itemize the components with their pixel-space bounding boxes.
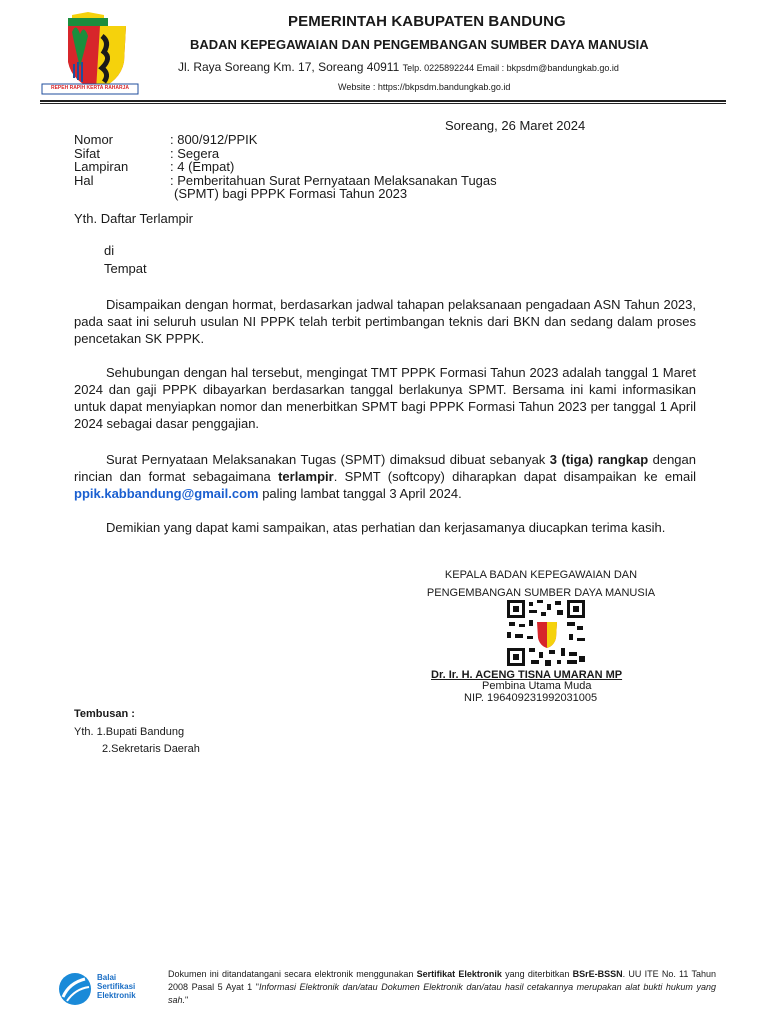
logo-motto: REPEH RAPIH KERTA RAHARJA (50, 85, 130, 91)
header-divider (40, 100, 726, 102)
body-p3-text-a: Surat Pernyataan Melaksanakan Tugas (SPMT) dimaksud dibuat sebanyak (106, 452, 550, 467)
body-paragraph-3 (74, 451, 696, 502)
meta-value: : 4 (Empat) (170, 159, 235, 174)
footer-bold: Sertifikat Elektronik (416, 969, 502, 979)
tembusan-item: Yth. 1.Bupati Bandung (74, 726, 185, 738)
meta-value: : Pemberitahuan Surat Pernyataan Melaksanakan Tugas (170, 172, 497, 188)
tembusan-list (74, 724, 200, 758)
kabupaten-bandung-logo (40, 12, 140, 96)
header-website: Website : https://bkpsdm.bandungkab.go.id (338, 82, 511, 92)
meta-row-lampiran (74, 160, 574, 174)
body-p3-text-e: . SPMT (softcopy) diharapkan dapat disampaikan ke email (333, 469, 696, 484)
signer-name: Dr. Ir. H. ACENG TISNA UMARAN MP (431, 669, 623, 681)
signer-nip: NIP. 196409231992031005 (464, 692, 598, 704)
letter-meta (74, 133, 574, 201)
bsre-logo-text (97, 973, 136, 1000)
qr-code-icon (507, 600, 585, 666)
footer-italic: Informasi Elektronik dan/atau Dokumen Elektronik dan/atau hasil cetakannya merupakan alat bukti hukum yang sah. (168, 982, 716, 1005)
meta-label: Lampiran (74, 159, 129, 174)
signer-rank: Pembina Utama Muda (482, 680, 592, 692)
email-link[interactable]: ppik.kabbandung@gmail.com (74, 486, 259, 501)
bsre-line: Balai (97, 973, 117, 982)
body-p3-bold-count: 3 (tiga) rangkap (549, 452, 649, 467)
signature-title-line1: KEPALA BADAN KEPEGAWAIAN DAN (444, 569, 638, 581)
letter-date: Soreang, 26 Maret 2024 (445, 118, 586, 133)
meta-label: Nomor (74, 132, 114, 147)
header-address-line (178, 60, 619, 74)
meta-value: : Segera (170, 145, 220, 161)
tembusan-item: 2.Sekretaris Daerah (102, 743, 200, 755)
footer-text: " (185, 995, 189, 1005)
body-paragraph-2 (74, 364, 696, 432)
recipient-place: Tempat (104, 261, 147, 276)
header-government: PEMERINTAH KABUPATEN BANDUNG (288, 13, 566, 30)
signature-title (400, 566, 682, 602)
signature-title-line2: PENGEMBANGAN SUMBER DAYA MANUSIA (426, 587, 656, 599)
body-p3-text-f: paling lambat tanggal 3 April 2024. (258, 486, 462, 501)
meta-label: Sifat (74, 145, 101, 161)
bsre-line: Sertifikasi (97, 982, 136, 991)
body-paragraph-4 (74, 519, 696, 536)
footer-text: yang diterbitkan (501, 969, 573, 979)
header-contact: Telp. 0225892244 Email : bkpsdm@bandungkab.go.id (402, 63, 619, 73)
header-address: Jl. Raya Soreang Km. 17, Soreang 40911 (178, 60, 400, 74)
footer-bold: BSrE-BSSN (572, 969, 623, 979)
body-p3-text-c: dengan rincian dan format sebagaimana (74, 452, 696, 484)
tembusan-label: Tembusan : (74, 708, 135, 720)
bsre-logo-icon (55, 971, 95, 1007)
footer-text: . UU ITE No. 11 Tahun 2008 Pasal 5 Ayat 1 " (168, 969, 716, 992)
body-p3-bold-attached: terlampir (278, 469, 334, 484)
recipient-di: di (104, 243, 115, 258)
footer-text: Dokumen ini ditandatangani secara elektronik menggunakan (168, 969, 417, 979)
footer-disclaimer (168, 968, 716, 1007)
body-p1-text: Disampaikan dengan hormat, berdasarkan jadwal tahapan pelaksanaan pengadaan ASN Tahun 2023, pada saat ini seluruh usulan NI PPPK telah terbit pertimbangan teknis dari BKN dan sedang dalam proses pencetakan SK PPPK. (74, 297, 696, 346)
body-p2-text: Sehubungan dengan hal tersebut, mengingat TMT PPPK Formasi Tahun 2023 adalah tanggal 1 Maret 2024 dan gaji PPPK dibayarkan berdasarkan tanggal berlakunya SPMT. Bersama ini kami informasikan untuk dapat menyiapkan nomor dan menerbitkan SPMT bagi PPPK Formasi Tahun 2023 per tanggal 1 April 2024 sebagai dasar penggajian. (74, 365, 696, 431)
body-paragraph-1 (74, 296, 696, 347)
recipient-to: Yth. Daftar Terlampir (74, 211, 193, 226)
meta-row-hal (74, 174, 574, 188)
meta-value: : 800/912/PPIK (170, 132, 258, 147)
meta-label: Hal (74, 172, 94, 188)
header-divider-thin (40, 103, 726, 104)
meta-row-sifat (74, 147, 574, 161)
meta-row-nomor (74, 133, 574, 147)
body-p4-text: Demikian yang dapat kami sampaikan, atas perhatian dan kerjasamanya diucapkan terima kasih. (106, 520, 666, 535)
header-agency: BADAN KEPEGAWAIAN DAN PENGEMBANGAN SUMBER DAYA MANUSIA (190, 37, 649, 52)
meta-row-hal-cont (74, 187, 574, 201)
meta-value-cont: (SPMT) bagi PPPK Formasi Tahun 2023 (174, 186, 408, 201)
bsre-line: Elektronik (97, 991, 136, 1000)
